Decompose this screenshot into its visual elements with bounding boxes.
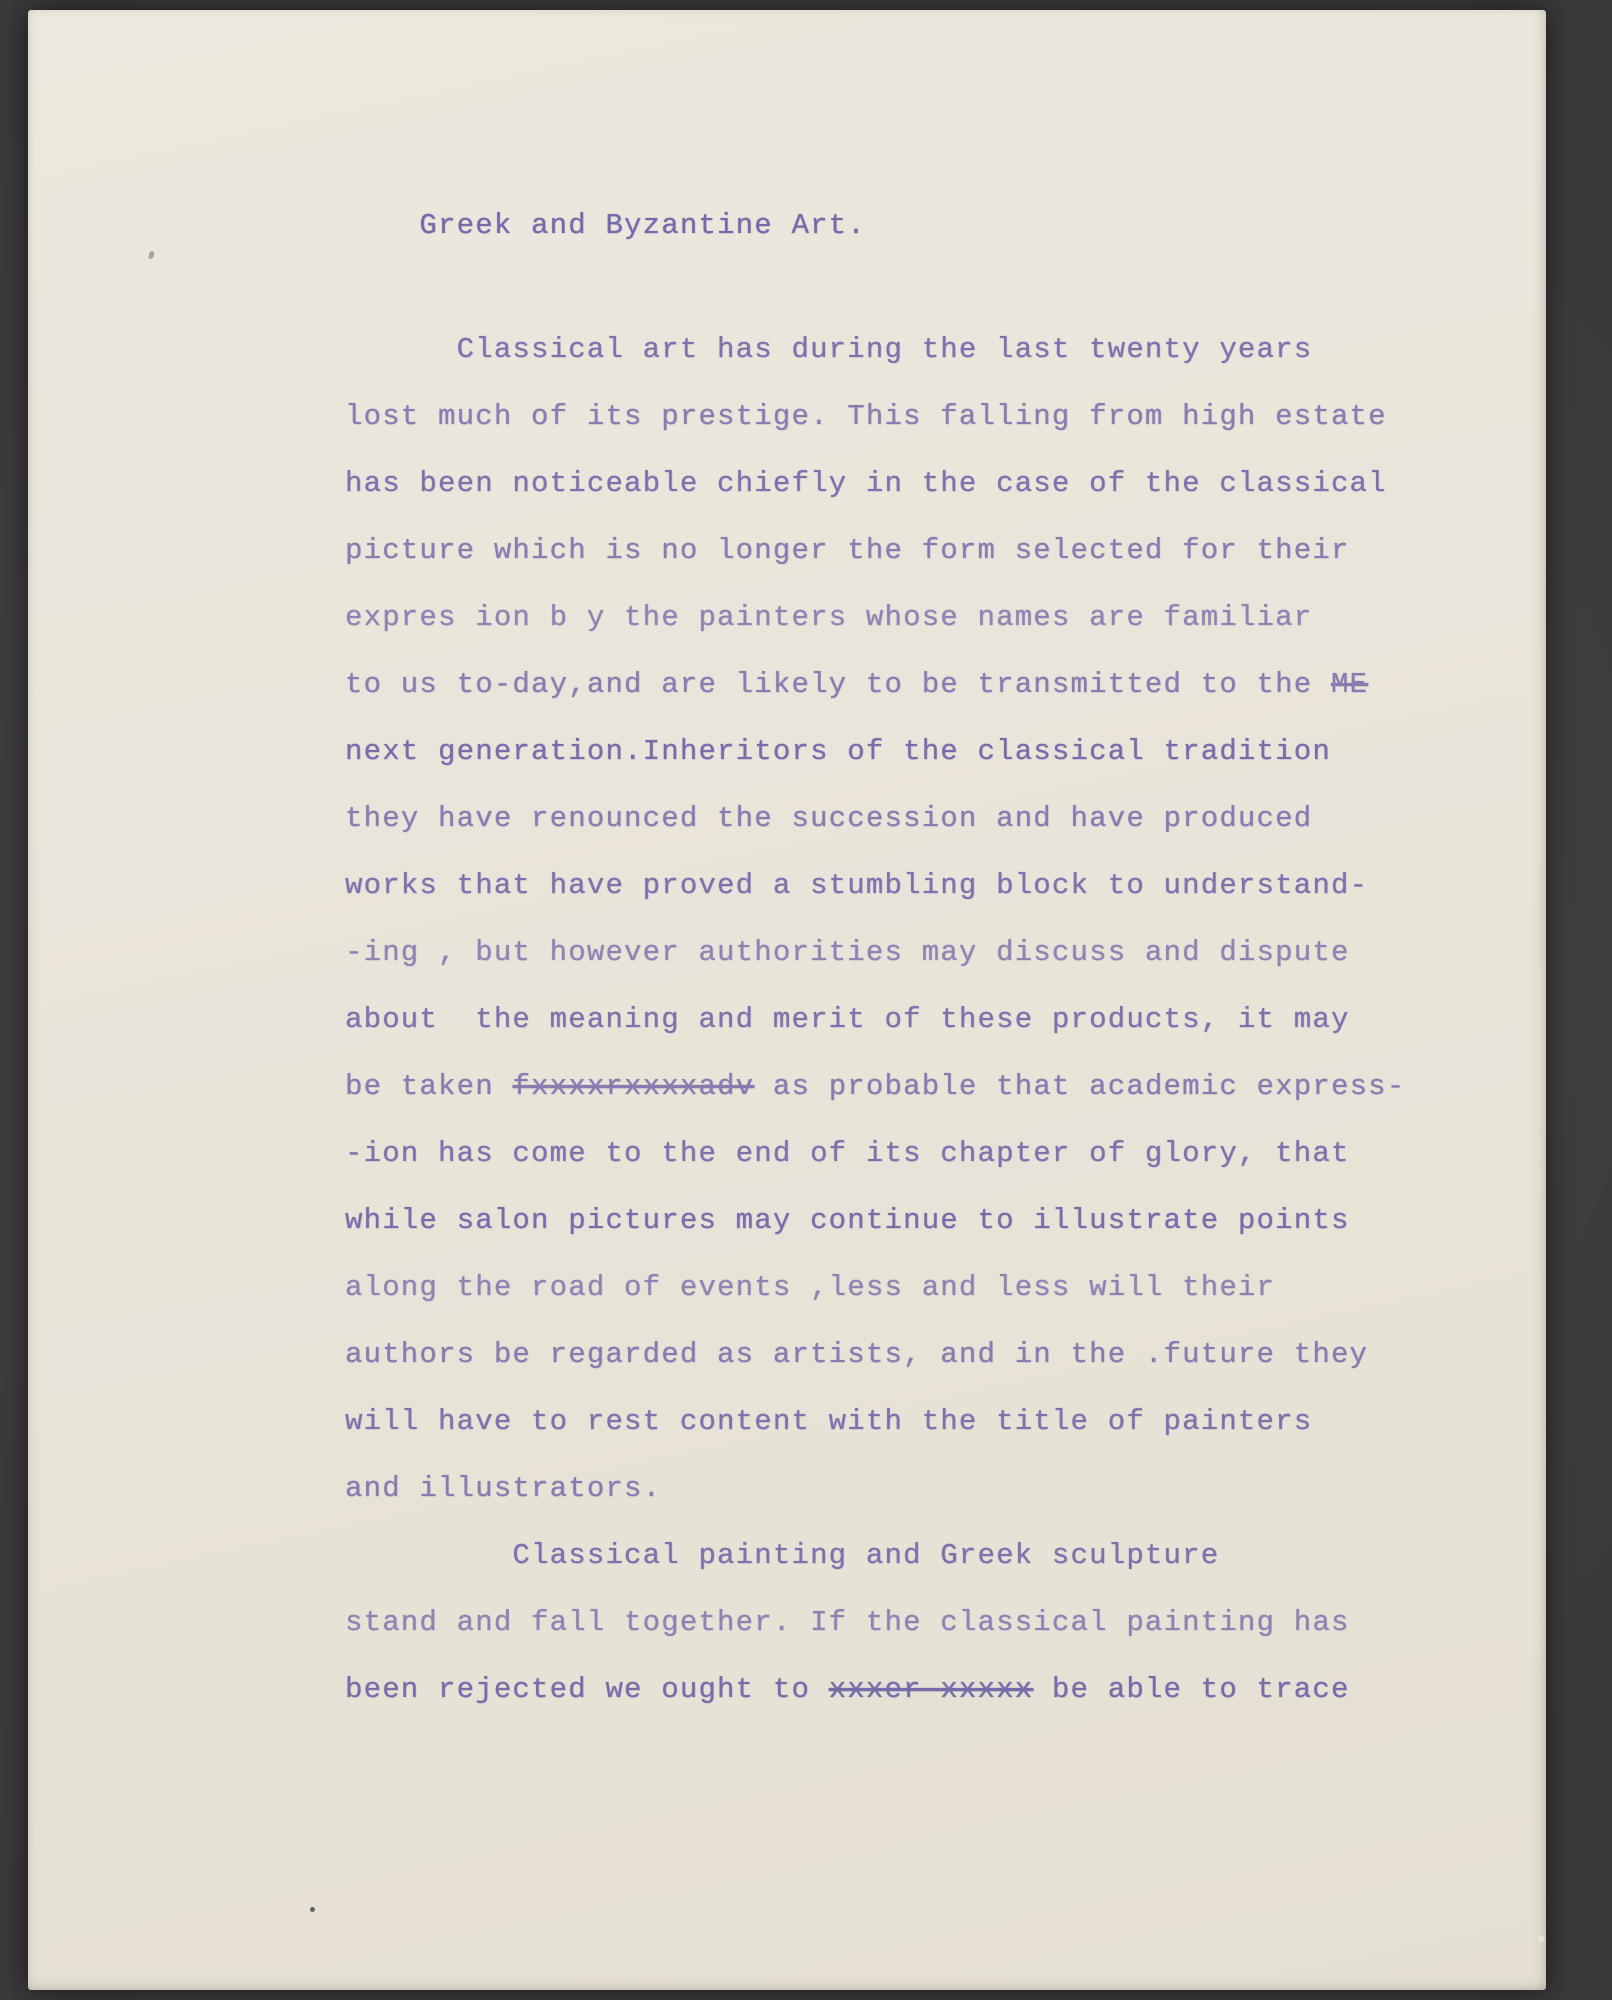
typescript-line: [345, 533, 1350, 569]
typescript-line: [345, 1672, 1350, 1708]
typescript-line: [345, 935, 1350, 971]
line-text: has been noticeable chiefly in the case of the classical: [345, 467, 1387, 500]
line-text: picture which is no longer the form selected for their: [345, 534, 1350, 567]
typescript-page: [28, 10, 1546, 1990]
typescript-line: [345, 734, 1331, 770]
line-text: works that have proved a stumbling block to understand-: [345, 869, 1369, 902]
line-text: they have renounced the succession and have produced: [345, 802, 1313, 835]
stray-ink-mark: [148, 251, 155, 260]
struck-text: ME: [1330, 668, 1369, 701]
struck-text: xxxer xxxxx: [828, 1673, 1034, 1706]
document-title: Greek and Byzantine Art.: [345, 209, 866, 242]
typescript-line: [345, 868, 1368, 904]
line-text: while salon pictures may continue to illustrate points: [345, 1204, 1350, 1237]
line-text: expres ion b y the painters whose names are familiar: [345, 601, 1313, 634]
typescript-line: [345, 1337, 1368, 1373]
typescript-line: [345, 1404, 1312, 1440]
typescript-line: [345, 600, 1312, 636]
typescript-line: [345, 1605, 1350, 1641]
line-text: will have to rest content with the title of painters: [345, 1405, 1313, 1438]
line-text: next generation.Inheritors of the classical tradition: [345, 735, 1331, 768]
typescript-line: [345, 399, 1387, 435]
typescript-line: [345, 801, 1312, 837]
typescript-line: [345, 1136, 1350, 1172]
line-text: be taken: [345, 1070, 513, 1103]
line-text: Classical painting and Greek sculpture: [345, 1539, 1220, 1572]
line-text: Classical art has during the last twenty years: [345, 333, 1313, 366]
line-text: along the road of events ,less and less will their: [345, 1271, 1276, 1304]
line-text: be able to trace: [1033, 1673, 1350, 1706]
line-text: -ing , but however authorities may discuss and dispute: [345, 936, 1350, 969]
line-text: as probable that academic express-: [754, 1070, 1406, 1103]
typescript-line: [345, 1471, 661, 1507]
typescript-line: [345, 1002, 1350, 1038]
line-text: been rejected we ought to: [345, 1673, 829, 1706]
typescript-line: [345, 1069, 1405, 1105]
dust-speck: [1538, 1936, 1544, 1942]
line-text: -ion has come to the end of its chapter of glory, that: [345, 1137, 1350, 1170]
typescript-line: [345, 1538, 1219, 1574]
typescript-line: [345, 1270, 1275, 1306]
line-text: authors be regarded as artists, and in the .future they: [345, 1338, 1369, 1371]
struck-text: fxxxxrxxxxadv: [512, 1070, 755, 1103]
typescript-line: [345, 1203, 1350, 1239]
line-text: and illustrators.: [345, 1472, 662, 1505]
line-text: about the meaning and merit of these products, it may: [345, 1003, 1350, 1036]
line-text: lost much of its prestige. This falling from high estate: [345, 400, 1387, 433]
typescript-line: [345, 667, 1368, 703]
line-text: stand and fall together. If the classical painting has: [345, 1606, 1350, 1639]
typescript-line: [345, 332, 1312, 368]
stray-period-mark: [310, 1907, 315, 1912]
line-text: to us to-day,and are likely to be transmitted to the: [345, 668, 1331, 701]
typescript-line: [345, 466, 1387, 502]
